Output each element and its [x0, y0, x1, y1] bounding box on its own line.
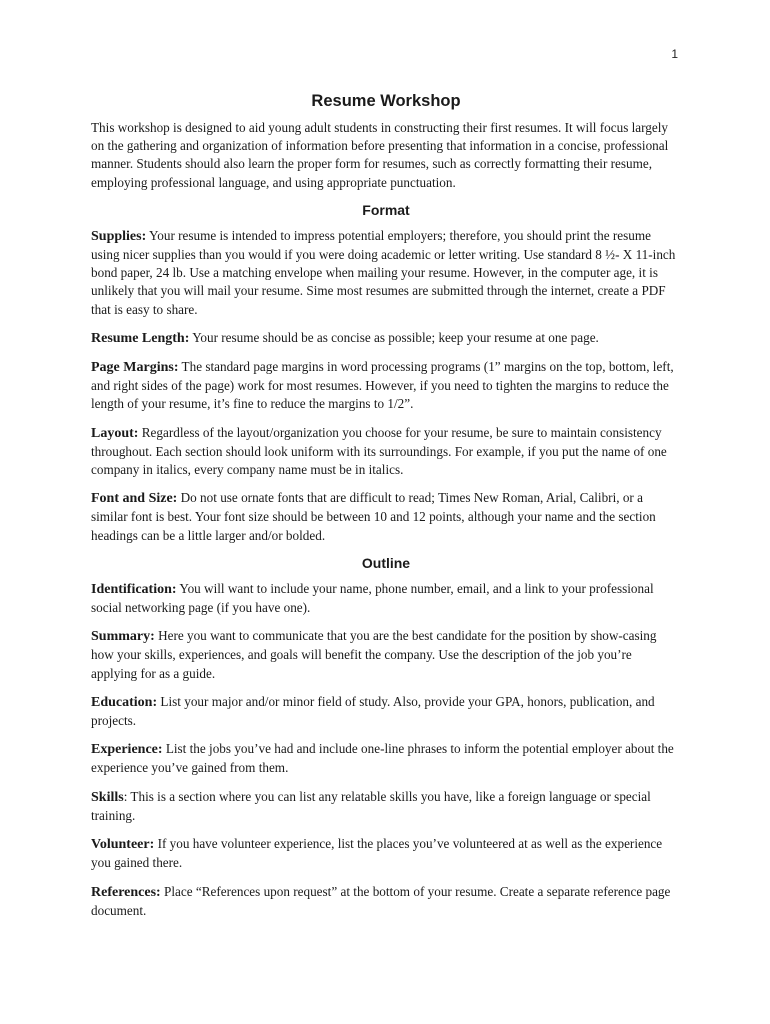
outline-entry-summary [91, 627, 681, 683]
entry-term: Experience: [91, 742, 163, 758]
entry-term: Identification: [91, 581, 177, 597]
entry-term: Page Margins: [91, 360, 179, 376]
section-heading-outline: Outline [361, 554, 411, 571]
entry-term: Volunteer: [91, 837, 155, 853]
entry-text: List the jobs you’ve had and include one-line phrases to inform the potential employer about the experience you’ve gained from them. [91, 741, 674, 776]
page-number: 1 [671, 47, 678, 61]
outline-entry-education [91, 693, 681, 730]
format-entry-page-margins [91, 358, 681, 414]
entry-text: : This is a section where you can list any relatable skills you have, like a foreign language or special training. [91, 788, 651, 823]
intro-paragraph: This workshop is designed to aid young adult students in constructing their first resumes. It will focus largely on the gathering and organization of information before presenting that information in a concise, professional manner. Students should also learn the proper form for resumes, such as correctly formatting their resume, employing professional language, and using appropriate punctuation. [91, 120, 669, 190]
entry-text: You will want to include your name, phone number, email, and a link to your professional social networking page (if you have one). [91, 580, 654, 616]
document-title: Resume Workshop [311, 92, 461, 110]
entry-term: Resume Length: [91, 330, 190, 346]
entry-text: The standard page margins in word processing programs (1” margins on the top, bottom, left, and right sides of the page) work for most resumes. However, if you need to tighten the margins to reduce the length of your resume, it’s fine to reduce the margins to 1/2”. [91, 359, 674, 412]
outline-section [91, 580, 681, 920]
entry-term: Summary: [91, 629, 155, 645]
entry-text: Here you want to communicate that you are the best candidate for the position by show-casing how your skills, experiences, and goals will benefit the company. Use the description of the job you’re applying for as a guide. [91, 628, 657, 681]
document-body [91, 92, 681, 930]
entry-term: Layout: [91, 425, 139, 441]
entry-term: Skills [91, 789, 124, 805]
entry-term: Education: [91, 694, 158, 710]
outline-entry-skills [91, 788, 681, 825]
section-heading-format: Format [362, 201, 410, 218]
entry-text: If you have volunteer experience, list the places you’ve volunteered at as well as the experience you gained there. [91, 836, 663, 871]
entry-text: Do not use ornate fonts that are difficult to read; Times New Roman, Arial, Calibri, or a similar font is best. Your font size should be between 10 and 12 points, although your name and the section headings can be a little larger and/or bolded. [91, 490, 656, 543]
format-section [91, 227, 681, 545]
entry-text: Regardless of the layout/organization you choose for your resume, be sure to maintain consistency throughout. Each section should look uniform with its surroundings. For example, if you put the name of one company in italics, every company name must be in italics. [91, 424, 667, 478]
entry-text: Your resume is intended to impress potential employers; therefore, you should print the resume using nicer supplies than you would if you were doing academic or letter writing. Use standard 8 ½- X 11-inch bond paper, 24 lb. Use a matching envelope when mailing your resume. However, in the computer age, it is unlikely that you will mail your resume. Sime most resumes are submitted through the internet, create a PDF that is easy to share. [91, 227, 676, 317]
entry-term: References: [91, 884, 161, 900]
entry-text: Your resume should be as concise as possible; keep your resume at one page. [189, 329, 599, 345]
entry-term: Supplies: [91, 228, 147, 244]
format-entry-layout [91, 424, 681, 480]
outline-entry-volunteer [91, 835, 681, 872]
format-entry-supplies [91, 227, 681, 319]
outline-entry-experience [91, 740, 681, 777]
entry-text: List your major and/or minor field of study. Also, provide your GPA, honors, publication, and projects. [91, 693, 655, 729]
outline-entry-identification [91, 580, 681, 617]
format-entry-resume-length [91, 329, 681, 348]
outline-entry-references [91, 883, 681, 920]
entry-term: Font and Size: [91, 491, 178, 507]
entry-text: Place “References upon request” at the bottom of your resume. Create a separate reference page document. [91, 883, 671, 918]
format-entry-font-and-size [91, 489, 681, 545]
